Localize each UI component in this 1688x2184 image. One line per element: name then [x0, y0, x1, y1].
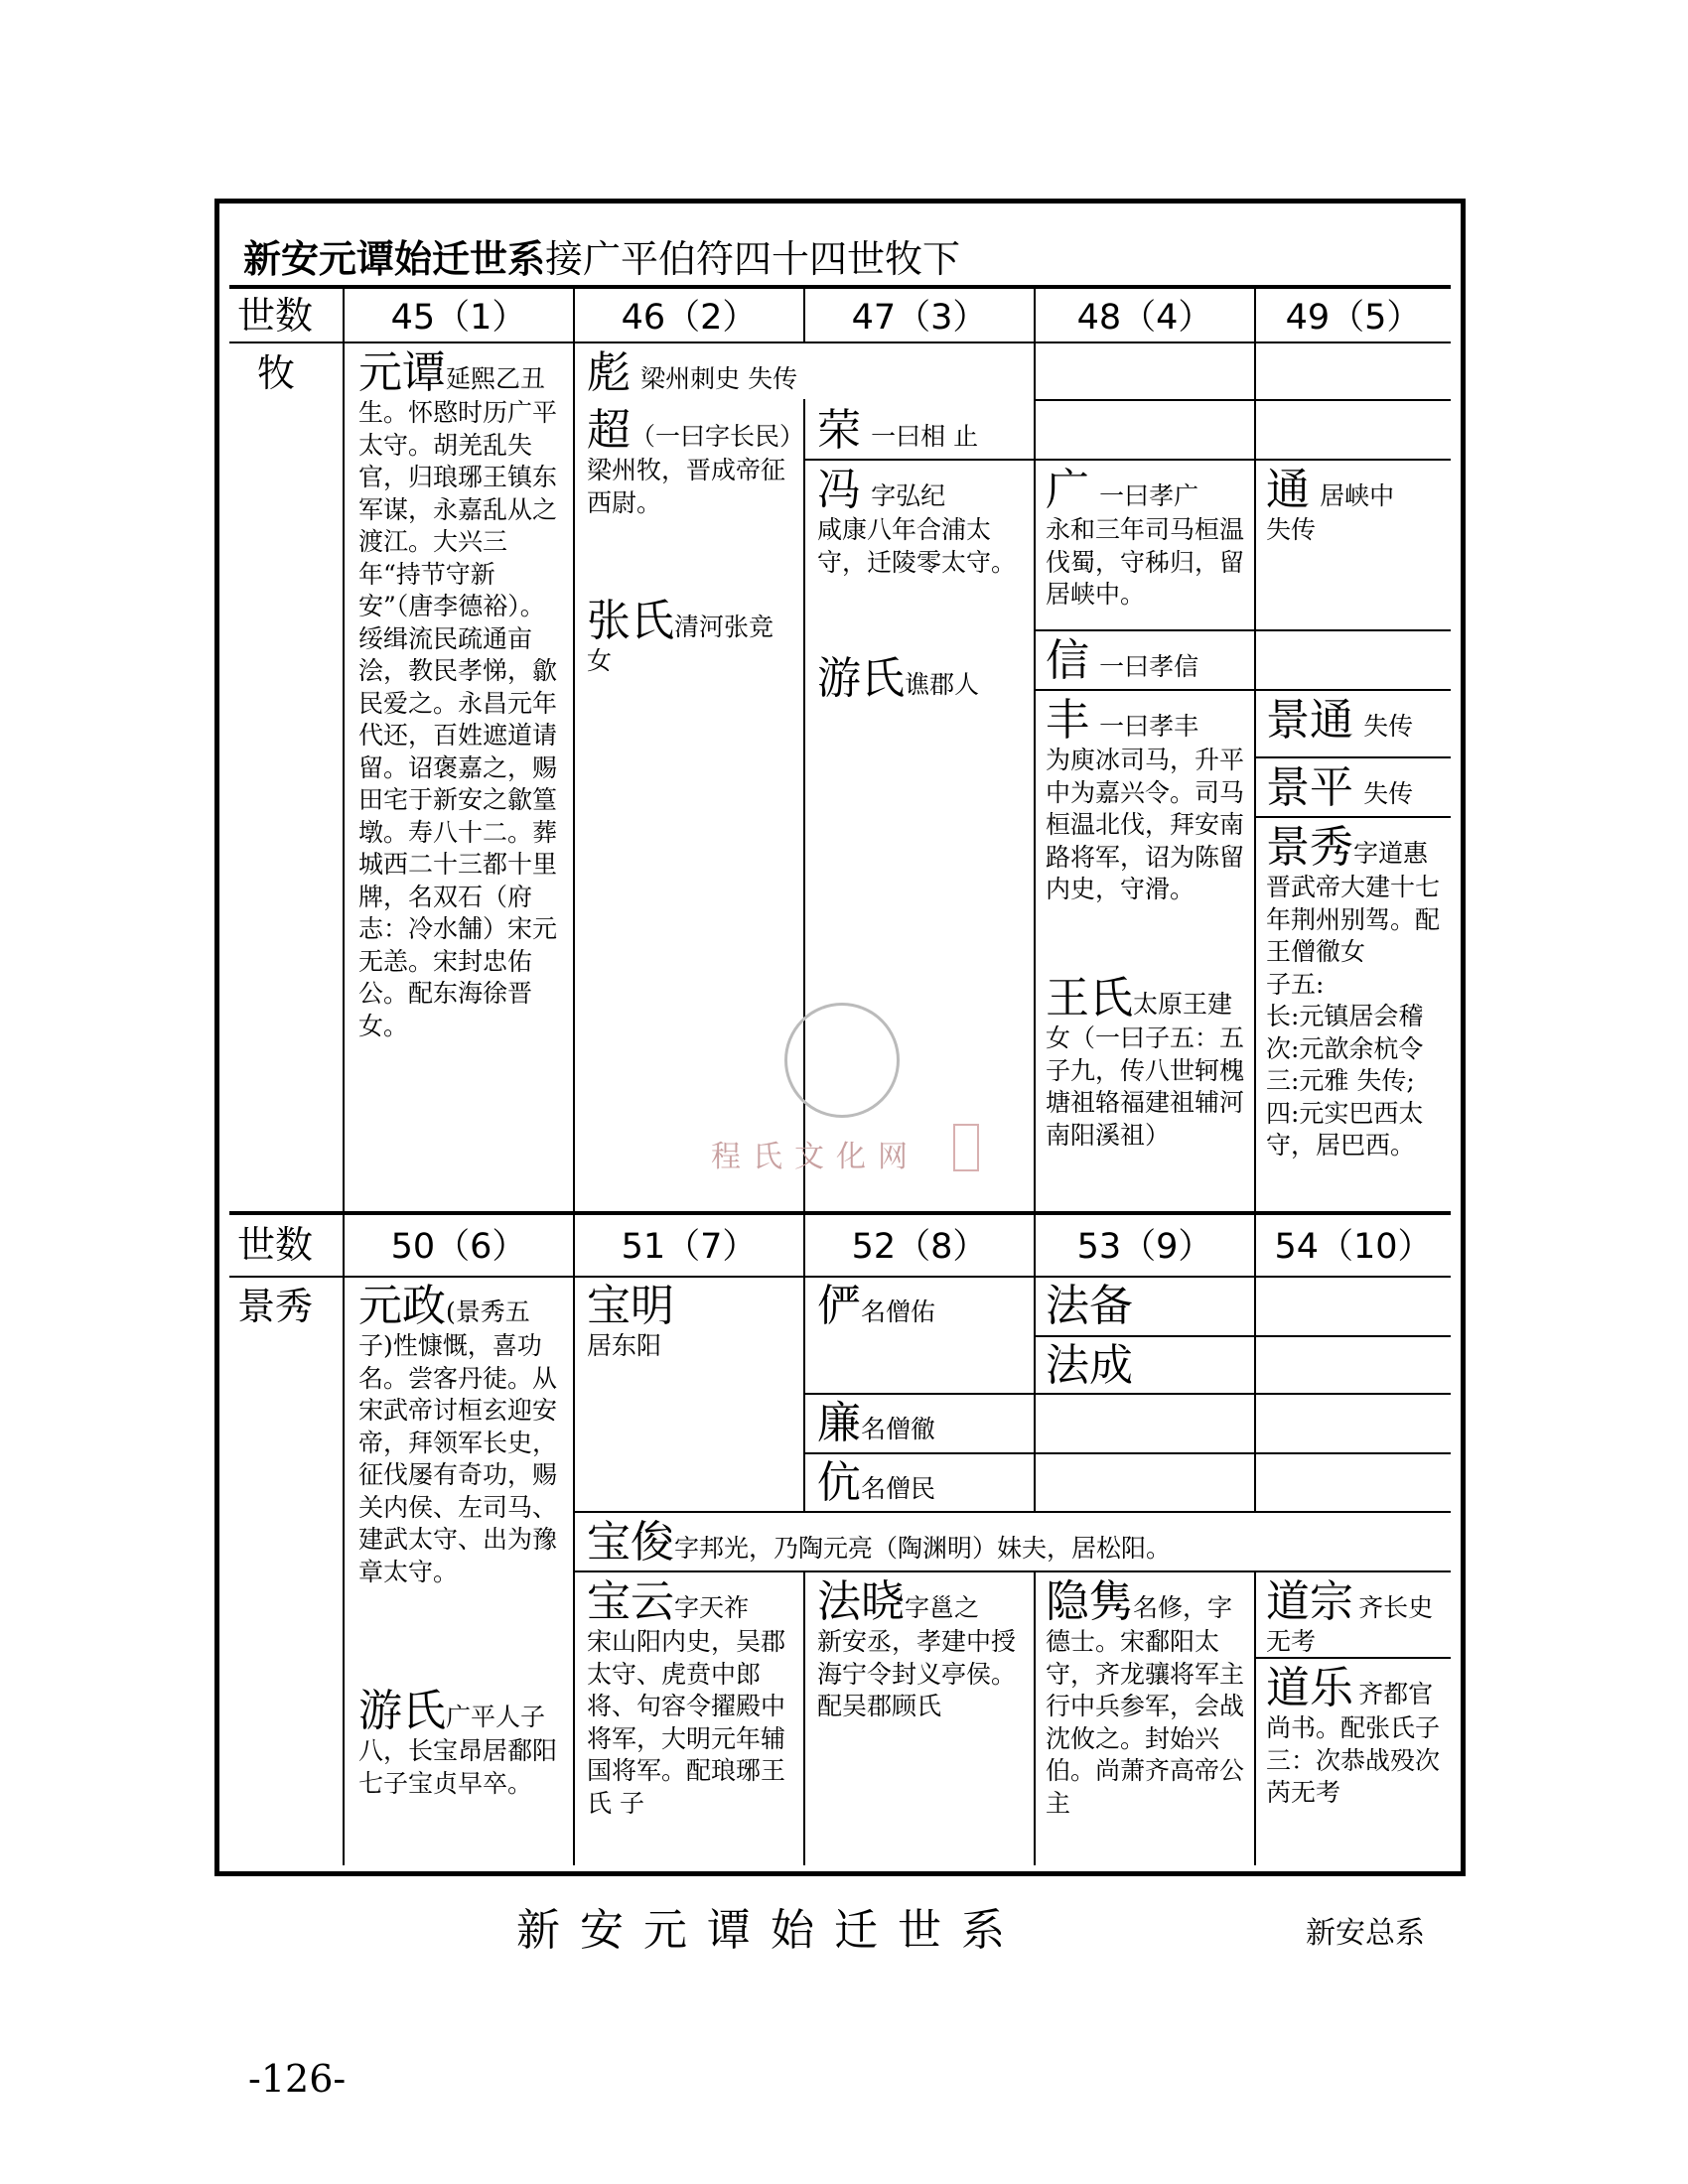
person-lian: 廉名僧徹: [817, 1400, 936, 1448]
gen-51: 51（7）: [621, 1227, 758, 1267]
gen-47: 47（3）: [851, 298, 988, 338]
person-rong: 荣 一曰相 止: [817, 407, 979, 456]
person-yuanzheng: 元政(景秀五子)性慷慨，喜功名。尝客丹徒。从宋武帝讨桓玄迎安帝，拜领军长史，征伐屡有奇功，赐关内侯、左司马、建武太守、出为豫章太守。: [358, 1283, 558, 1586]
person-yinjuan: 隐隽名修，字 德士。宋鄱阳太守，齐龙骧将军主行中兵参军，会战沈攸之。封始兴伯。尚萧齐高帝公主: [1046, 1578, 1245, 1818]
ancestor-jingxiu: 景秀: [237, 1285, 314, 1328]
gen-46: 46（2）: [621, 298, 758, 338]
person-baojun: 宝俊字邦光，乃陶元亮（陶渊明）妹夫，居松阳。: [587, 1519, 1172, 1568]
watermark-stamp: [953, 1124, 979, 1171]
footer-title: 新安元谭始迁世系: [516, 1905, 1025, 1956]
gen-54: 54（10）: [1274, 1227, 1433, 1267]
gen-53: 53（9）: [1076, 1227, 1213, 1267]
person-fabei: 法备: [1046, 1283, 1133, 1331]
person-tong: 通 居峡中 失传: [1266, 467, 1395, 545]
person-you50: 游氏广平人子八，长宝昂居鄱阳七子宝贞早卒。: [358, 1688, 558, 1798]
person-daozong: 道宗 齐长史 无考: [1266, 1578, 1434, 1657]
person-feng2: 丰 一曰孝丰 为庾冰司马，升平中为嘉兴令。司马桓温北伐，拜安南路将军，诏为陈留内史，守滑。: [1046, 697, 1245, 904]
person-facheng: 法成: [1046, 1342, 1133, 1391]
person-wang48: 王氏太原王建女（一曰子五：五子九，传八世轲槐塘祖辂福建祖辅河南阳溪祖）: [1046, 975, 1245, 1150]
person-chao: 超（一曰字长民）梁州牧，晋成帝征西尉。: [587, 407, 792, 517]
ancestor-mu: 牧: [257, 351, 296, 395]
person-jingping: 景平 失传: [1266, 764, 1414, 813]
person-guang: 广 一曰孝广 永和三年司马桓温伐蜀，守秭归，留居峡中。: [1046, 467, 1245, 610]
gen-50: 50（6）: [390, 1227, 527, 1267]
table-title: 新安元谭始迁世系接广平伯符四十四世牧下: [243, 236, 961, 281]
watermark-text: 程氏文化网: [711, 1140, 919, 1174]
person-xin: 信 一曰孝信: [1046, 637, 1199, 686]
gen-49: 49（5）: [1285, 298, 1422, 338]
watermark-seal: [784, 1003, 900, 1118]
person-jingtong: 景通 失传: [1266, 697, 1414, 746]
person-baoyun: 宝云字天祚 宋山阳内史，吴郡太守、虎贲中郎将、句容令擢殿中将军，大明元年辅国将军。配琅琊王氏 子: [587, 1578, 786, 1818]
person-feng: 冯 字弘纪 咸康八年合浦太守，迁陵零太守。: [817, 467, 1017, 577]
footer-series: 新安总系: [1306, 1916, 1425, 1951]
gen-45: 45（1）: [390, 298, 527, 338]
person-daole: 道乐 齐都官 尚书。配张氏子三：次恭战殁次芮无考: [1266, 1665, 1441, 1808]
gen-label-2: 世数: [237, 1223, 314, 1267]
person-yan: 俨名僧佑: [817, 1283, 936, 1331]
person-yuantan: 元谭延熙乙丑生。怀愍时历广平太守。胡羌乱失官，归琅琊王镇东军谋，永嘉乱从之渡江。大兴三年“持节守新安”（唐李德裕）。绥缉流民疏通亩浍，教民孝悌，歙民爱之。永昌元年代还，百姓遮道请留。诏褒嘉之，赐田宅于新安之歙篁墩。寿八十二。葬城西二十三都十里牌，名双石（府志：冷水舗）宋元无恙。宋封忠佑公。配东海徐晋女。: [358, 349, 558, 1040]
gen-label: 世数: [237, 294, 314, 338]
person-zhang: 张氏清河张竞女: [587, 598, 774, 676]
person-biao: 彪 梁州刺史 失传: [587, 349, 798, 398]
gen-48: 48（4）: [1076, 298, 1213, 338]
person-kang: 伉名僧民: [817, 1459, 936, 1508]
person-you47: 游氏谯郡人: [817, 655, 980, 704]
page-number: -126-: [248, 2057, 347, 2101]
person-faxiao: 法晓字邕之 新安丞，孝建中授海宁令封义亭侯。配吴郡顾氏: [817, 1578, 1017, 1721]
person-baoming: 宝明 居东阳: [587, 1283, 674, 1361]
gen-52: 52（8）: [851, 1227, 988, 1267]
person-jingxiu: 景秀字道惠 晋武帝大建十七年荆州别驾。配王僧徹女 子五: 长:元镇居会稽 次:元歆余杭令 三:元雅 失传; 四:元实巴西太守，居巴西。: [1266, 824, 1441, 1160]
